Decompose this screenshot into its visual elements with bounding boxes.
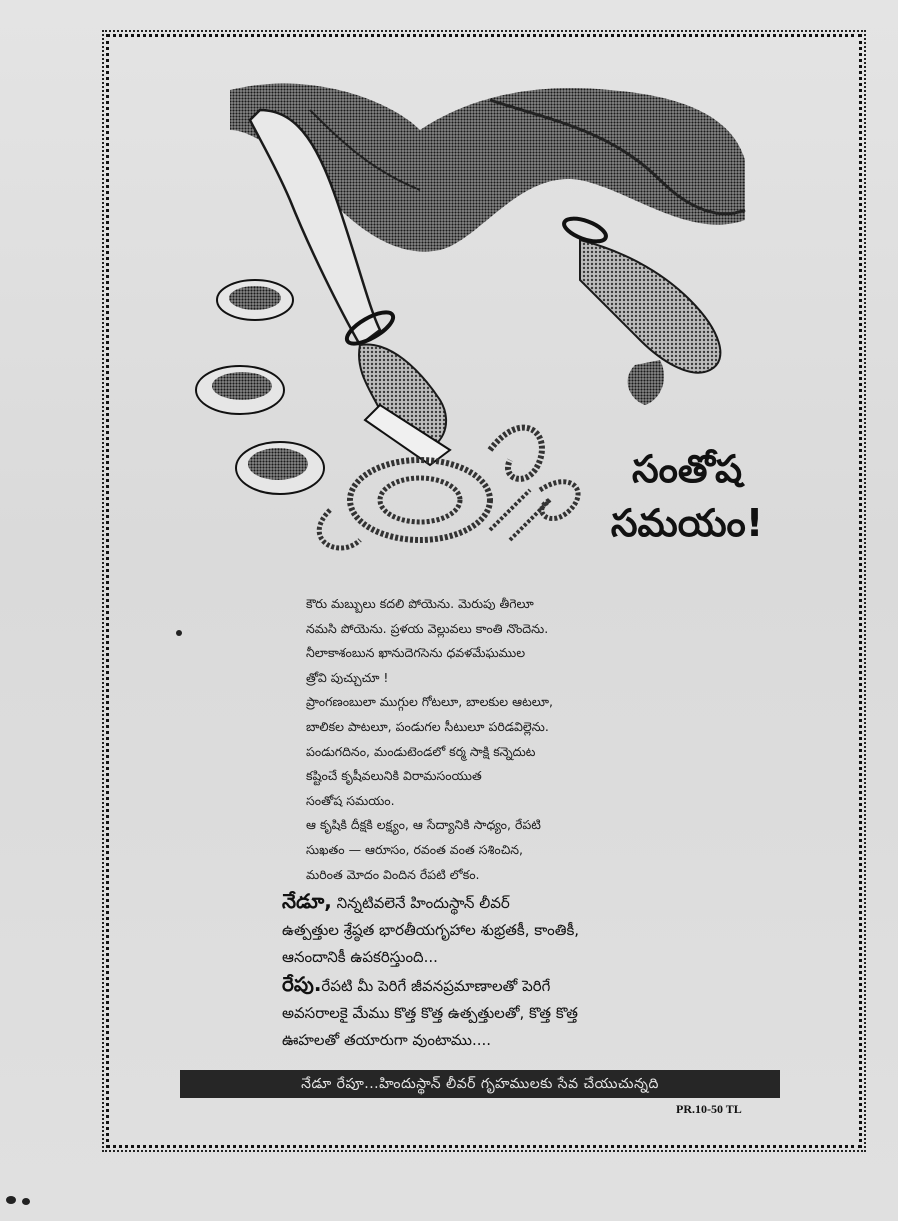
headline-line-1: సంతోష xyxy=(631,447,743,491)
print-speck xyxy=(22,1198,30,1205)
poem-line: కౌరు మబ్బులు కదలి పోయెను. మెరుపు తీగెలూ xyxy=(306,596,534,611)
poem-line: త్రోవి పుచ్చుచూ ! xyxy=(306,669,389,685)
ad-code: PR.10-50 TL xyxy=(676,1102,742,1116)
promo-line xyxy=(282,1027,752,1054)
poem-line: ఆ కృషికి దీక్షకి లక్ష్యం, ఆ సేద్యానికి సాధ్యం, రేపటి xyxy=(306,817,541,833)
promo-line xyxy=(282,944,752,971)
headline xyxy=(572,442,802,550)
poem-line: ప్రాంగణంబులా ముగ్గుల గోటలూ, బాలకుల ఆటలూ, xyxy=(306,694,553,710)
print-speck xyxy=(6,1196,16,1204)
promo-line-text: ఉత్పత్తుల శ్రేష్ఠత భారతీయగృహాల శుభ్రతకీ, కాంతికీ, xyxy=(282,921,580,939)
poem-line: మరింత మోదం విందిన రేపటి లోకం. xyxy=(306,866,480,882)
promo-lead: రేపు. xyxy=(282,972,322,996)
promo-line-text: అవసరాలకై మేము కొత్త కొత్త ఉత్పత్తులతో, కొత్త కొత్త xyxy=(282,1004,578,1022)
poem-line: బాలికల పాటలూ, పండుగల సీటులూ పరిడవిల్లెను. xyxy=(306,718,549,734)
promo-line xyxy=(282,1000,752,1027)
promo-line xyxy=(282,971,752,1000)
poem-line: పండుగదినం, మండుటెండలో కర్మ సాక్షి కన్నెదుట xyxy=(306,743,536,759)
promo-line xyxy=(282,888,752,917)
poem-line: సంతోష సమయం. xyxy=(306,792,395,808)
print-speck xyxy=(176,630,182,636)
poem-line: నీలాకాశంబున ఖానుదెగసెను ధవళమేఘముల xyxy=(306,645,526,661)
poem-text xyxy=(306,592,706,887)
promo-line-text: నిన్నటివలెనే హిందుస్థాన్ లీవర్ xyxy=(331,894,510,912)
promo-line-text: ఊహలతో తయారుగా వుంటాము.... xyxy=(282,1031,492,1049)
promo-text xyxy=(282,888,752,1054)
tagline-banner: నేడూ రేపూ...హిందుస్థాన్ లీవర్ గృహములకు సేవ చేయుచున్నది xyxy=(180,1070,780,1098)
poem-line: నమసి పోయెను. ప్రళయ వెల్లువలు కాంతి నొందెను. xyxy=(306,620,549,636)
promo-lead: నేడూ, xyxy=(282,889,332,913)
poem-line: సుఖతం — ఆరూసం, రవంత వంత సశించిన, xyxy=(306,841,524,857)
poem-line: కష్టించే కృషీవలునికి విరామసంయుత xyxy=(306,768,482,784)
headline-line-2: సమయం! xyxy=(610,501,764,545)
promo-line xyxy=(282,917,752,944)
promo-line-text: ఆనందానికీ ఉపకరిస్తుంది... xyxy=(282,948,438,966)
promo-line-text: రేపటి మీ పెరిగే జీవనప్రమాణాలతో పెరిగే xyxy=(321,977,551,995)
